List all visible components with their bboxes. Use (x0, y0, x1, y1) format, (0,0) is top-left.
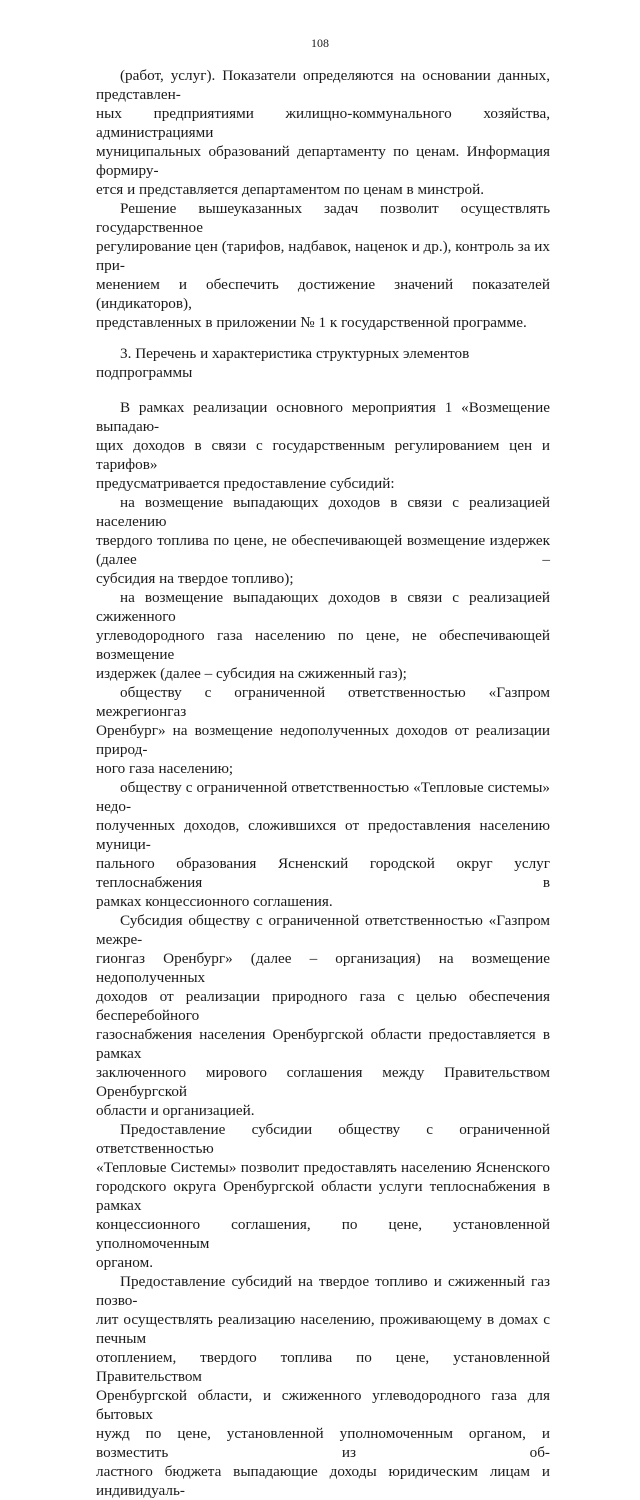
paragraph-8-line: полученных доходов, сложившихся от предоставления населению муници- (96, 817, 550, 853)
paragraph-5-line: твердого топлива по цене, не обеспечивающей возмещение издержек (далее – (96, 532, 550, 568)
paragraph-7-line: обществу с ограниченной ответственностью «Газпром межрегионгаз (96, 684, 550, 720)
paragraph-4-line: щих доходов в связи с государственным регулированием цен и тарифов» (96, 437, 550, 473)
paragraph-9-line: доходов от реализации природного газа с целью обеспечения бесперебойного (96, 988, 550, 1024)
paragraph-4-line: В рамках реализации основного мероприятия 1 «Возмещение выпадаю- (96, 399, 550, 435)
paragraph-4-line: предусматривается предоставление субсидий: (96, 475, 395, 492)
paragraph-2-line: представленных в приложении № 1 к государственной программе. (96, 314, 527, 331)
paragraph-9-line: Субсидия обществу с ограниченной ответственностью «Газпром межре- (96, 912, 550, 948)
paragraph-8-line: обществу с ограниченной ответственностью «Тепловые системы» недо- (96, 779, 550, 815)
paragraph-9-line: заключенного мирового соглашения между Правительством Оренбургской (96, 1064, 550, 1100)
paragraph-7-line: ного газа населению; (96, 760, 234, 777)
paragraph-11-line: Предоставление субсидий на твердое топливо и сжиженный газ позво- (96, 1273, 550, 1309)
paragraph-1-line: муниципальных образований департаменту по ценам. Информация формиру- (96, 143, 550, 179)
document-body (96, 66, 550, 1500)
paragraph-9-line: газоснабжения населения Оренбургской области предоставляется в рамках (96, 1026, 550, 1062)
section-heading: 3. Перечень и характеристика структурных элементов подпрограммы (96, 345, 470, 381)
paragraph-6-line: издержек (далее – субсидия на сжиженный газ); (96, 665, 407, 682)
paragraph-11-line: отоплением, твердого топлива по цене, установленной Правительством (96, 1349, 550, 1385)
paragraph-1-line: ется и представляется департаментом по ценам в минстрой. (96, 181, 485, 198)
paragraph-11-line: Оренбургской области, и сжиженного углеводородного газа для бытовых (96, 1387, 550, 1423)
paragraph-8-line: рамках концессионного соглашения. (96, 893, 333, 910)
paragraph-2-line: Решение вышеуказанных задач позволит осуществлять государственное (96, 200, 550, 236)
paragraph-10-line: городского округа Оренбургской области услуги теплоснабжения в рамках (96, 1178, 550, 1214)
paragraph-9-line: гионгаз Оренбург» (далее – организация) на возмещение недополученных (96, 950, 550, 986)
paragraph-11-line: лит осуществлять реализацию населению, проживающему в домах с печным (96, 1311, 550, 1347)
paragraph-10-line: «Тепловые Системы» позволит предоставлять населению Ясненского (96, 1159, 550, 1176)
paragraph-7-line: Оренбург» на возмещение недополученных доходов от реализации природ- (96, 722, 550, 758)
paragraph-2-line: менением и обеспечить достижение значений показателей (индикаторов), (96, 276, 550, 312)
paragraph-1-line: ных предприятиями жилищно-коммунального хозяйства, администрациями (96, 105, 550, 141)
paragraph-6-line: углеводородного газа населению по цене, не обеспечивающей возмещение (96, 627, 550, 663)
paragraph-5-line: на возмещение выпадающих доходов в связи с реализацией населению (96, 494, 550, 530)
paragraph-9-line: области и организацией. (96, 1102, 255, 1119)
paragraph-10-line: органом. (96, 1254, 153, 1271)
page-number: 108 (311, 36, 329, 50)
paragraph-1-line: (работ, услуг). Показатели определяются на основании данных, представлен- (96, 67, 550, 103)
paragraph-11-line: ластного бюджета выпадающие доходы юридическим лицам и индивидуаль- (96, 1463, 550, 1499)
paragraph-11-line: нужд по цене, установленной уполномоченным органом, и возместить из об- (96, 1425, 550, 1461)
paragraph-10-line: Предоставление субсидии обществу с ограниченной ответственностью (96, 1121, 550, 1157)
paragraph-6-line: на возмещение выпадающих доходов в связи с реализацией сжиженного (96, 589, 550, 625)
paragraph-2-line: регулирование цен (тарифов, надбавок, наценок и др.), контроль за их при- (96, 238, 550, 274)
paragraph-8-line: пального образования Ясненский городской округ услуг теплоснабжения в (96, 855, 550, 891)
paragraph-10-line: концессионного соглашения, по цене, установленной уполномоченным (96, 1216, 550, 1252)
paragraph-5-line: субсидия на твердое топливо); (96, 570, 294, 587)
